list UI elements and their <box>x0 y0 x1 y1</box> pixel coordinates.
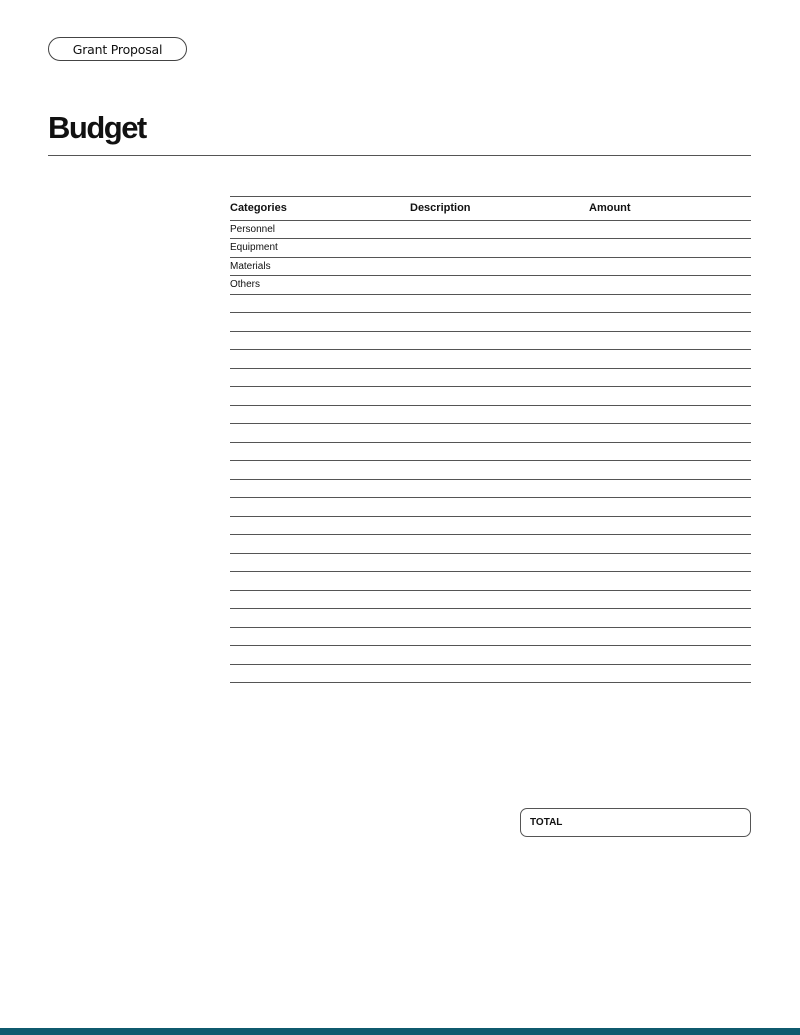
table-row-empty <box>230 609 751 628</box>
table-row <box>230 276 751 295</box>
table-row-empty <box>230 424 751 443</box>
table-row <box>230 221 751 240</box>
table-row-empty <box>230 443 751 462</box>
cell-category: Materials <box>230 260 271 272</box>
cell-category: Equipment <box>230 242 278 254</box>
divider <box>48 155 751 156</box>
column-header-description: Description <box>410 202 471 215</box>
table-header <box>230 197 751 221</box>
table-row-empty <box>230 461 751 480</box>
table-row-empty <box>230 406 751 425</box>
table-row-empty <box>230 628 751 647</box>
total-box <box>520 808 751 837</box>
document-tag-label: Grant Proposal <box>72 41 163 57</box>
cell-category: Personnel <box>230 223 276 235</box>
table-row-empty <box>230 498 751 517</box>
table-row-empty <box>230 295 751 314</box>
column-header-amount: Amount <box>589 202 631 215</box>
table-row-empty <box>230 646 751 665</box>
table-row-empty <box>230 591 751 610</box>
table-row-empty <box>230 480 751 499</box>
table-row-empty <box>230 369 751 388</box>
table-row-empty <box>230 665 751 684</box>
table-row <box>230 239 751 258</box>
budget-table <box>230 196 751 683</box>
table-row-empty <box>230 535 751 554</box>
column-header-categories: Categories <box>230 202 287 215</box>
table-row-empty <box>230 332 751 351</box>
table-row-empty <box>230 517 751 536</box>
table-row-empty <box>230 572 751 591</box>
table-row <box>230 258 751 277</box>
page-title: Budget <box>48 110 146 145</box>
footer-bar <box>0 1028 800 1035</box>
table-row-empty <box>230 313 751 332</box>
table-row-empty <box>230 350 751 369</box>
document-tag <box>48 37 187 61</box>
table-row-empty <box>230 387 751 406</box>
cell-category: Others <box>230 279 261 291</box>
table-row-empty <box>230 554 751 573</box>
total-label: TOTAL <box>530 817 563 828</box>
